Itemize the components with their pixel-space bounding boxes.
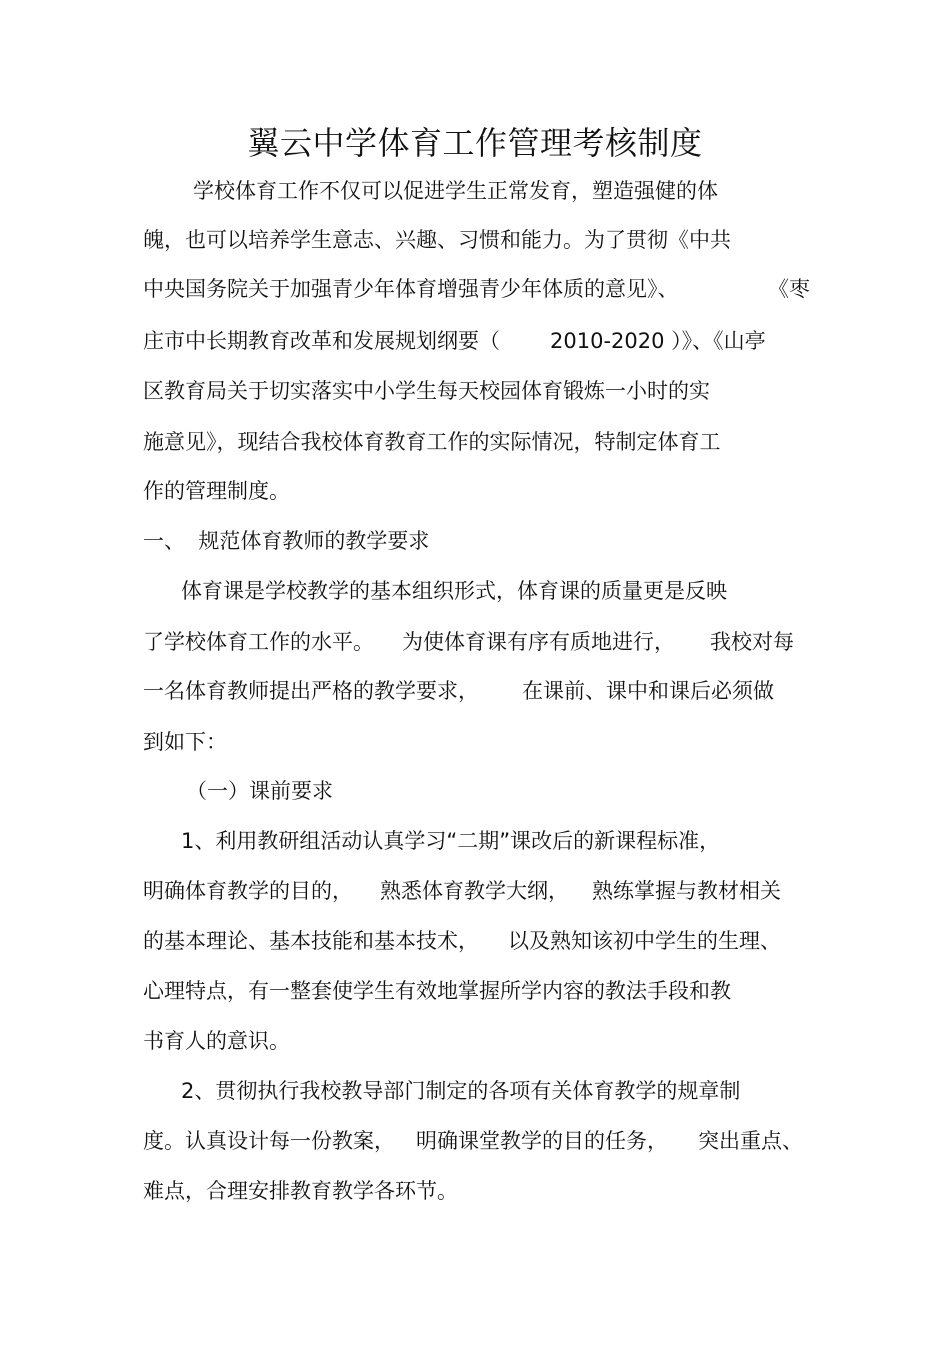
text-line: 明确课堂教学的目的任务， <box>416 1129 668 1153</box>
text-line: 了学校体育工作的水平。 <box>143 630 374 654</box>
text-line: 2010-2020 ）》、《山亭 <box>550 329 766 353</box>
subsection-heading: （一）课前要求 <box>186 779 333 803</box>
text-line: 难点，合理安排教育教学各环节。 <box>143 1179 458 1203</box>
text-line: 以及熟知该初中学生的生理、 <box>508 929 781 953</box>
section-heading: 一、 规范体育教师的教学要求 <box>143 529 430 553</box>
text-line: 《枣 <box>768 277 810 301</box>
text-line: 1、利用教研组活动认真学习“二期”课改后的新课程标准， <box>181 829 721 853</box>
text-line: 在课前、课中和课后必须做 <box>522 679 774 703</box>
text-line: 明确体育教学的目的， <box>143 879 353 903</box>
text-line: 我校对每 <box>710 630 794 654</box>
text-line: 2、贯彻执行我校教导部门制定的各项有关体育教学的规章制 <box>181 1079 741 1103</box>
text-line: 施意见》，现结合我校体育教育工作的实际情况，特制定体育工 <box>143 430 721 454</box>
text-line: 度。认真设计每一份教案， <box>143 1129 395 1153</box>
text-line: 魄，也可以培养学生意志、兴趣、习惯和能力。为了贯彻《中共 <box>143 228 731 252</box>
text-line: 区教育局关于切实落实中小学生每天校园体育锻炼一小时的实 <box>143 379 710 403</box>
text-line: 熟练掌握与教材相关 <box>592 879 781 903</box>
text-line: 一名体育教师提出严格的教学要求， <box>143 679 479 703</box>
document-title <box>0 117 950 169</box>
document-title-text: 翼云中学体育工作管理考核制度 <box>247 124 703 162</box>
text-line: 体育课是学校教学的基本组织形式，体育课的质量更是反映 <box>181 579 727 603</box>
text-line: 到如下： <box>143 730 227 754</box>
text-line: 的基本理论、基本技能和基本技术， <box>143 929 479 953</box>
text-line: 中央国务院关于加强青少年体育增强青少年体质的意见》、 <box>143 277 679 301</box>
text-line: 作的管理制度。 <box>143 479 290 503</box>
text-line: 突出重点、 <box>698 1129 803 1153</box>
text-line: 书育人的意识。 <box>143 1029 290 1053</box>
text-line: 庄市中长期教育改革和发展规划纲要（ <box>143 329 500 353</box>
text-line: 熟悉体育教学大纲， <box>380 879 569 903</box>
text-line: 学校体育工作不仅可以促进学生正常发育，塑造强健的体 <box>193 179 718 203</box>
text-line: 为使体育课有序有质地进行， <box>402 630 675 654</box>
text-line: 心理特点，有一整套使学生有效地掌握所学内容的教法手段和教 <box>143 979 731 1003</box>
